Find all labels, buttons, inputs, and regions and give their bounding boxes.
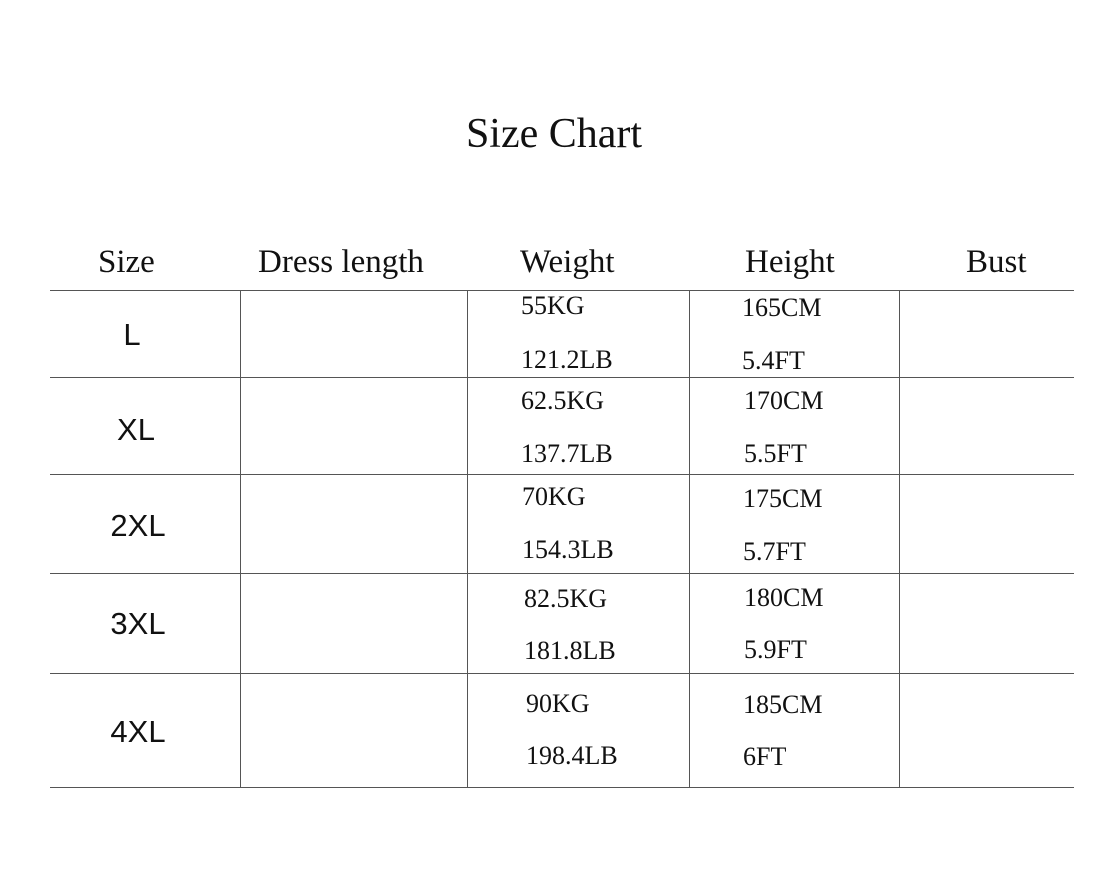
height-ft-cell: 5.9FT — [744, 635, 807, 664]
height-cm-cell: 170CM — [744, 386, 824, 415]
column-header-height: Height — [745, 244, 835, 280]
column-header-weight: Weight — [520, 244, 615, 280]
weight-kg-cell: 55KG — [521, 291, 585, 320]
weight-kg-cell: 62.5KG — [521, 386, 605, 415]
height-ft-cell: 5.4FT — [742, 346, 805, 375]
height-ft-cell: 6FT — [743, 742, 787, 771]
table-divider — [50, 787, 1074, 788]
size-cell: XL — [117, 412, 155, 447]
weight-kg-cell: 70KG — [522, 482, 586, 511]
size-cell: L — [123, 317, 141, 352]
table-divider — [50, 673, 1074, 674]
weight-lb-cell: 121.2LB — [521, 345, 613, 374]
column-divider — [467, 290, 468, 787]
size-cell: 2XL — [110, 508, 166, 543]
column-header-size: Size — [98, 244, 155, 280]
weight-lb-cell: 198.4LB — [526, 741, 618, 770]
height-cm-cell: 180CM — [744, 583, 824, 612]
page-title: Size Chart — [465, 111, 643, 157]
column-header-dress-length: Dress length — [258, 244, 424, 280]
table-divider — [50, 377, 1074, 378]
height-ft-cell: 5.7FT — [743, 537, 806, 566]
column-divider — [689, 290, 690, 787]
height-cm-cell: 165CM — [742, 293, 822, 322]
height-cm-cell: 175CM — [743, 484, 823, 513]
weight-lb-cell: 137.7LB — [521, 439, 613, 468]
column-divider — [899, 290, 900, 787]
weight-lb-cell: 154.3LB — [522, 535, 614, 564]
column-divider — [240, 290, 241, 787]
table-divider — [50, 573, 1074, 574]
weight-kg-cell: 82.5KG — [524, 584, 608, 613]
weight-lb-cell: 181.8LB — [524, 636, 616, 665]
height-ft-cell: 5.5FT — [744, 439, 807, 468]
size-cell: 4XL — [110, 714, 166, 749]
weight-kg-cell: 90KG — [526, 689, 590, 718]
column-header-bust: Bust — [966, 244, 1027, 280]
height-cm-cell: 185CM — [743, 690, 823, 719]
size-cell: 3XL — [110, 606, 166, 641]
table-divider — [50, 474, 1074, 475]
